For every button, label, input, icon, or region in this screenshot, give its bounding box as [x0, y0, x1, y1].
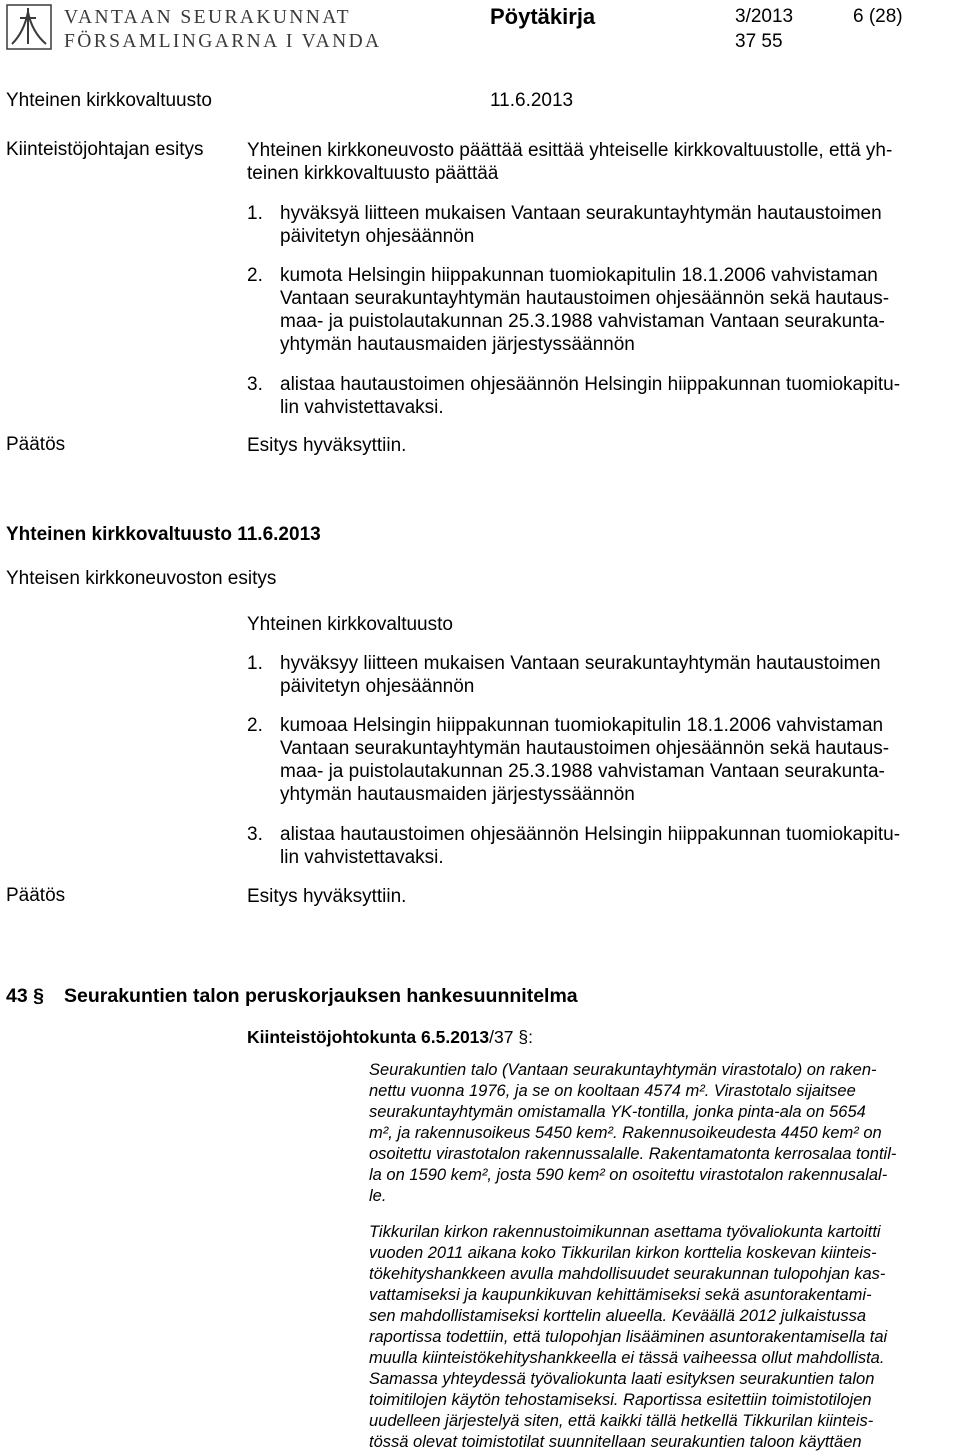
- paragraph-line: sen mahdollistamiseksi korttelin alueella. Keväällä 2012 julkaistussa: [369, 1307, 867, 1325]
- item-line: päivitetyn ohjesäännön: [280, 676, 475, 697]
- paragraph-line: m², ja rakennusoikeus 5450 kem². Rakennusoikeudesta 4450 kem² on: [369, 1124, 882, 1142]
- item-number: 2.: [247, 715, 263, 736]
- paragraph-line: raportissa todettiin, että tulopohjan lisääminen asuntorakentamisella tai: [369, 1328, 888, 1346]
- paragraph-line: muulla kiinteistökehityshankkeella ei tässä vaiheessa ollut mahdollista.: [369, 1349, 885, 1367]
- page-indicator: 6 (28): [853, 6, 903, 27]
- proposal-subject: Yhteinen kirkkovaltuusto: [247, 614, 453, 635]
- paragraph-line: Seurakuntien talo (Vantaan seurakuntayhtymän virastotalo) on raken-: [369, 1061, 877, 1079]
- item-line: alistaa hautaustoimen ohjesäännön Helsingin hiippakunnan tuomiokapitu-: [280, 824, 901, 845]
- section-heading: Yhteinen kirkkovaltuusto 11.6.2013: [6, 524, 321, 545]
- decision-label: Päätös: [6, 885, 66, 906]
- item-number: 1.: [247, 653, 263, 674]
- section-range: 37 55: [735, 31, 783, 52]
- item-line: lin vahvistettavaksi.: [280, 847, 444, 868]
- item-line: lin vahvistettavaksi.: [280, 397, 444, 418]
- decision-text: Esitys hyväksyttiin.: [247, 886, 407, 907]
- document-number: 3/2013: [735, 6, 794, 27]
- decision-text: Esitys hyväksyttiin.: [247, 435, 407, 456]
- item-line: yhtymän hautausmaiden järjestyssäännön: [280, 334, 635, 355]
- item-number: 1.: [247, 203, 263, 224]
- paragraph-line: nettu vuonna 1976, ja se on kooltaan 4574 m². Virastotalo sijaitsee: [369, 1082, 856, 1100]
- reference-line: [247, 1026, 533, 1049]
- reference-section: /37 §:: [489, 1027, 533, 1047]
- item-line: kumoaa Helsingin hiippakunnan tuomiokapitulin 18.1.2006 vahvistaman: [280, 715, 884, 736]
- item-line: kumota Helsingin hiippakunnan tuomiokapitulin 18.1.2006 vahvistaman: [280, 265, 878, 286]
- church-logo-icon: [6, 4, 52, 50]
- meeting-body: Yhteinen kirkkovaltuusto: [6, 90, 212, 111]
- item-line: yhtymän hautausmaiden järjestyssäännön: [280, 784, 635, 805]
- item-line: Vantaan seurakuntayhtymän hautaustoimen ohjesäännön sekä hautaus-: [280, 288, 890, 309]
- paragraph-line: uudelleen järjestelyä siten, että kaikki tällä hetkellä Tikkurilan kiinteis-: [369, 1412, 874, 1430]
- intro-line-1: Yhteinen kirkkoneuvosto päättää esittää yhteiselle kirkkovaltuustolle, että yh-: [247, 140, 893, 161]
- org-name-line1: VANTAAN SEURAKUNNAT: [64, 7, 351, 28]
- item-line: hyväksyä liitteen mukaisen Vantaan seurakuntayhtymän hautaustoimen: [280, 203, 882, 224]
- section-43-heading: [6, 985, 578, 1008]
- decision-label: Päätös: [6, 434, 66, 455]
- paragraph-2: [369, 1222, 887, 1453]
- document-type: Pöytäkirja: [490, 4, 596, 29]
- item-line: maa- ja puistolautakunnan 25.3.1988 vahvistaman Vantaan seurakunta-: [280, 311, 885, 332]
- item-line: alistaa hautaustoimen ohjesäännön Helsingin hiippakunnan tuomiokapitu-: [280, 374, 901, 395]
- item-line: hyväksyy liitteen mukaisen Vantaan seurakuntayhtymän hautaustoimen: [280, 653, 881, 674]
- paragraph-line: Tikkurilan kirkon rakennustoimikunnan asettama työvaliokunta kartoitti: [369, 1223, 881, 1241]
- org-name-line2: FÖRSAMLINGARNA I VANDA: [64, 31, 382, 52]
- paragraph-line: vuoden 2011 aikana koko Tikkurilan kirkon korttelia koskevan kiinteis-: [369, 1244, 877, 1262]
- item-line: Vantaan seurakuntayhtymän hautaustoimen ohjesäännön sekä hautaus-: [280, 738, 890, 759]
- item-number: 3.: [247, 824, 263, 845]
- reference-body: Kiinteistöjohtokunta 6.5.2013: [247, 1027, 490, 1047]
- paragraph-line: tössä olevat toimistotilat suunnitellaan seurakuntien taloon käyttäen: [369, 1433, 862, 1451]
- paragraph-line: seurakuntayhtymän omistamalla YK-tontilla, jonka pinta-ala on 5654: [369, 1103, 866, 1121]
- meeting-date: 11.6.2013: [490, 90, 574, 111]
- paragraph-line: toimitilojen käytön tehostamiseksi. Raportissa esitettiin toimistotilojen: [369, 1391, 872, 1409]
- item-line: päivitetyn ohjesäännön: [280, 226, 475, 247]
- item-line: maa- ja puistolautakunnan 25.3.1988 vahvistaman Vantaan seurakunta-: [280, 761, 885, 782]
- paragraph-line: vattamiseksi ja kaupunkikuvan kehittämiseksi sekä asuntorakentami-: [369, 1286, 872, 1304]
- paragraph-line: Samassa yhteydessä työvaliokunta laati esityksen seurakuntien talon: [369, 1370, 875, 1388]
- intro-line-2: teinen kirkkovaltuusto päättää: [247, 163, 499, 184]
- section-number: 43 §: [6, 985, 44, 1007]
- section-title: Seurakuntien talon peruskorjauksen hankesuunnitelma: [64, 985, 578, 1007]
- paragraph-1: [369, 1060, 896, 1207]
- paragraph-line: osoitettu virastotalon rakennussalalle. Rakentamatonta kerrosalaa tontil-: [369, 1145, 897, 1163]
- item-number: 2.: [247, 265, 263, 286]
- side-label-proposal: Kiinteistöjohtajan esitys: [6, 139, 204, 160]
- paragraph-line: la on 1590 kem², josta 590 kem² on osoitettu virastotalon rakennusalal-: [369, 1166, 888, 1184]
- paragraph-line: tökehityshankkeen avulla mahdollisuudet seurakunnan tulopohjan kas-: [369, 1265, 886, 1283]
- paragraph-line: le.: [369, 1187, 387, 1205]
- item-number: 3.: [247, 374, 263, 395]
- side-label-council-proposal: Yhteisen kirkkoneuvoston esitys: [6, 568, 277, 589]
